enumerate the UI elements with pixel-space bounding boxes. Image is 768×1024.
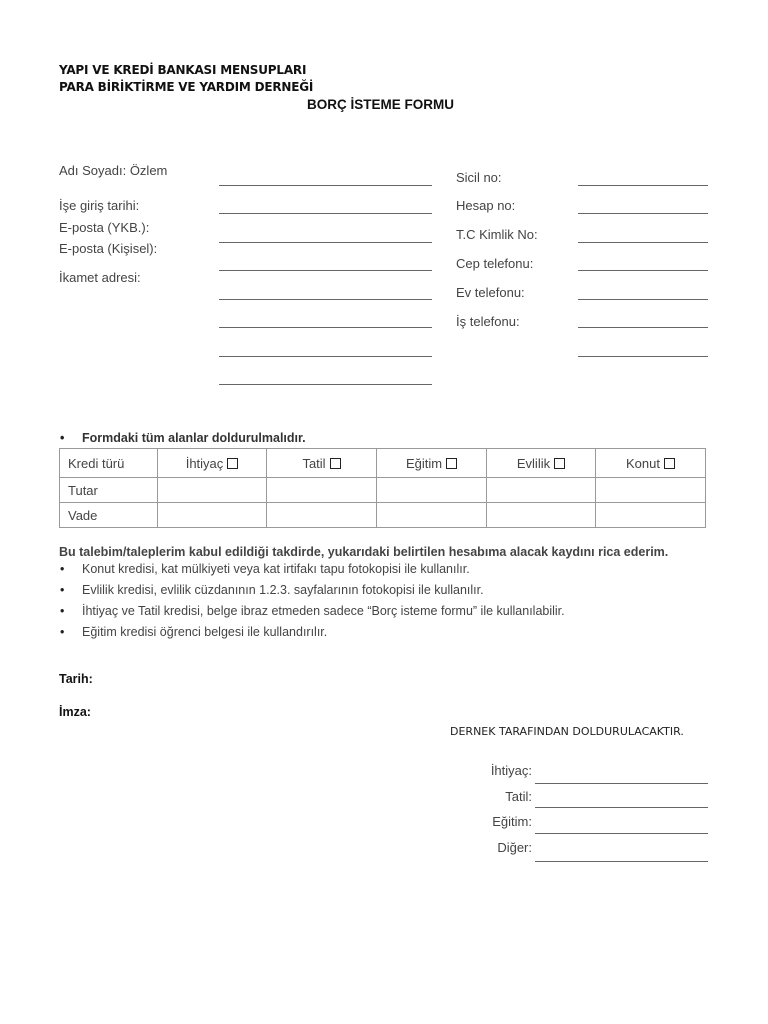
table-row — [60, 503, 706, 528]
office-tatil-label: Tatil: — [505, 789, 532, 804]
office-ihtiyac-label: İhtiyaç: — [490, 763, 532, 778]
sicil-field-line[interactable] — [578, 185, 708, 186]
term-cell[interactable] — [487, 503, 596, 528]
credit-table — [59, 448, 706, 528]
type-cell-tatil[interactable] — [267, 449, 377, 478]
org-name-line2: PARA BİRİKTİRME VE YARDIM DERNEĞİ — [59, 80, 314, 94]
type-label: Tatil — [302, 455, 326, 471]
amount-cell[interactable] — [596, 478, 706, 503]
checkbox-konut[interactable] — [664, 458, 675, 469]
term-cell[interactable] — [377, 503, 487, 528]
note-text: İhtiyaç ve Tatil kredisi, belge ibraz etmeden sadece “Borç isteme formu” ile kullanılabilir. — [82, 604, 565, 618]
amount-row-label: Tutar — [60, 478, 158, 503]
is-label: İş telefonu: — [456, 314, 520, 329]
table-header-row — [60, 449, 706, 478]
office-diger-label: Diğer: — [497, 840, 532, 855]
notice-text: Formdaki tüm alanlar doldurulmalıdır. — [82, 431, 306, 445]
checkbox-egitim[interactable] — [446, 458, 457, 469]
bullet-icon: • — [60, 583, 65, 597]
email-ykb-label: E-posta (YKB.): — [59, 220, 150, 235]
is-field-line[interactable] — [578, 327, 708, 328]
table-row — [60, 478, 706, 503]
extra-field-line[interactable] — [578, 356, 708, 357]
type-label: İhtiyaç — [185, 455, 224, 471]
address-field-line-4[interactable] — [219, 384, 432, 385]
start-date-label: İşe giriş tarihi: — [59, 198, 140, 213]
address-field-line-3[interactable] — [219, 356, 432, 357]
type-label: Konut — [626, 455, 660, 471]
ev-field-line[interactable] — [578, 299, 708, 300]
bullet-icon: • — [60, 604, 65, 618]
bullet-icon: • — [60, 562, 65, 576]
amount-cell[interactable] — [267, 478, 377, 503]
amount-cell[interactable] — [487, 478, 596, 503]
email-personal-label: E-posta (Kişisel): — [59, 241, 158, 256]
office-egitim-label: Eğitim: — [492, 814, 532, 829]
note-text: Konut kredisi, kat mülkiyeti veya kat irtifakı tapu fotokopisi ile kullanılır. — [82, 562, 470, 576]
type-cell-evlilik[interactable] — [487, 449, 596, 478]
bullet-icon: • — [60, 625, 65, 639]
start-date-field-line[interactable] — [219, 213, 432, 214]
list-item — [60, 604, 565, 618]
email-personal-field-line[interactable] — [219, 270, 432, 271]
hesap-field-line[interactable] — [578, 213, 708, 214]
term-row-label: Vade — [60, 503, 158, 528]
list-item — [60, 562, 470, 576]
type-label: Eğitim — [405, 455, 443, 471]
office-ihtiyac-line[interactable] — [535, 783, 708, 784]
signature-label: İmza: — [59, 705, 91, 719]
cep-label: Cep telefonu: — [456, 256, 534, 271]
ev-label: Ev telefonu: — [456, 285, 525, 300]
email-ykb-field-line[interactable] — [219, 242, 432, 243]
office-egitim-line[interactable] — [535, 833, 708, 834]
hesap-label: Hesap no: — [456, 198, 516, 213]
office-diger-line[interactable] — [535, 861, 708, 862]
term-cell[interactable] — [267, 503, 377, 528]
amount-cell[interactable] — [377, 478, 487, 503]
notice-item — [60, 431, 306, 445]
list-item — [60, 625, 328, 639]
office-section-title: DERNEK TARAFINDAN DOLDURULACAKTIR. — [450, 725, 684, 738]
term-cell[interactable] — [596, 503, 706, 528]
list-item — [60, 583, 484, 597]
tc-field-line[interactable] — [578, 242, 708, 243]
date-label: Tarih: — [59, 672, 93, 686]
form-title: BORÇ İSTEME FORMU — [307, 97, 454, 112]
request-statement: Bu talebim/taleplerim kabul edildiği takdirde, yukarıdaki belirtilen hesabıma alacak kaydını rica ederim. — [59, 545, 669, 559]
name-label: Adı Soyadı: Özlem — [59, 163, 168, 178]
address-label: İkamet adresi: — [59, 270, 141, 285]
tc-label: T.C Kimlik No: — [456, 227, 538, 242]
type-label: Evlilik — [516, 455, 551, 471]
checkbox-ihtiyac[interactable] — [227, 458, 238, 469]
note-text: Evlilik kredisi, evlilik cüzdanının 1.2.3. sayfalarının fotokopisi ile kullanılır. — [82, 583, 484, 597]
type-cell-ihtiyac[interactable] — [158, 449, 267, 478]
credit-type-header: Kredi türü — [60, 449, 158, 478]
checkbox-evlilik[interactable] — [554, 458, 565, 469]
checkbox-tatil[interactable] — [330, 458, 341, 469]
bullet-icon: • — [60, 431, 65, 445]
amount-cell[interactable] — [158, 478, 267, 503]
cep-field-line[interactable] — [578, 270, 708, 271]
type-cell-konut[interactable] — [596, 449, 706, 478]
org-name-line1: YAPI VE KREDİ BANKASI MENSUPLARI — [59, 63, 307, 77]
address-field-line-1[interactable] — [219, 299, 432, 300]
type-cell-egitim[interactable] — [377, 449, 487, 478]
address-field-line-2[interactable] — [219, 327, 432, 328]
term-cell[interactable] — [158, 503, 267, 528]
sicil-label: Sicil no: — [456, 170, 502, 185]
name-field-line[interactable] — [219, 185, 432, 186]
note-text: Eğitim kredisi öğrenci belgesi ile kullandırılır. — [82, 625, 328, 639]
office-tatil-line[interactable] — [535, 807, 708, 808]
